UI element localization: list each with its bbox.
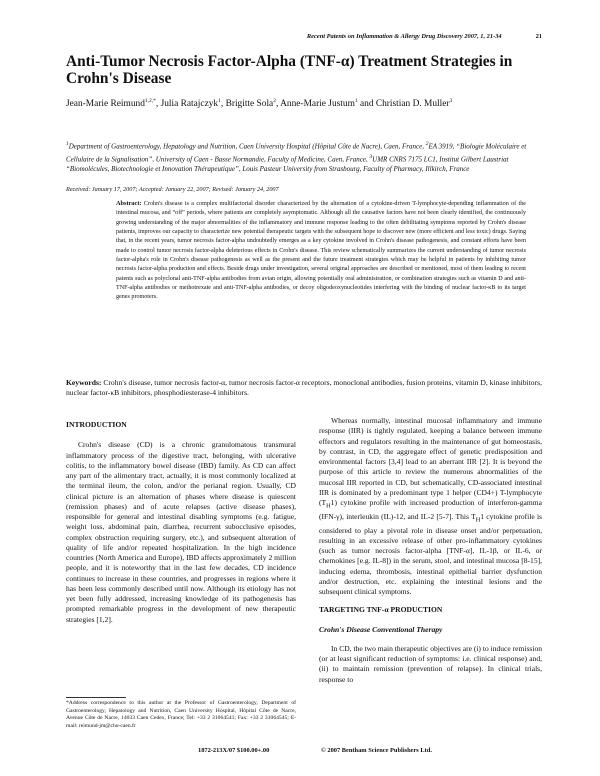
author-affil-mark: 3	[449, 98, 453, 104]
author-name: and Christian D. Muller	[357, 99, 450, 110]
section-heading-introduction: INTRODUCTION	[66, 420, 127, 429]
page-number: 21	[535, 33, 542, 40]
author-affil-mark: 1,2,	[144, 98, 154, 104]
abstract-label: Abstract:	[116, 200, 142, 207]
body-text: 1) cytokine profile with increased production of interferon-gamma (IFN-γ), interleukin (IL)-12, and IL-2 [5-7]. This T	[319, 498, 542, 521]
author-name: , Julia Ratajczyk	[155, 99, 219, 110]
affiliation-text: UMR CNRS 7175 LC1, Institut Gilbert Laustriat “Biomolécules, Biotechnologie et Innovation Thérapeutique”, Louis Pasteur University from Strasbourg, Faculty of Pharmacy, Illkirch, France	[66, 154, 509, 174]
author-affil-mark: 2	[273, 98, 276, 104]
keywords-text: Crohn's disease, tumor necrosis factor-α, tumor necrosis factor-α receptors, monoclonal antibodies, fusion proteins, vitamin D, kinase inhibitors, nuclear factor-κB inhibitors, phosphodiesterase-4 inhibitors.	[66, 378, 542, 398]
subsection-heading: Crohn's Disease Conventional Therapy	[319, 624, 443, 634]
body-text: Whereas normally, intestinal mucosal inflammatory and immune response (IIR) is tightly regulated, keeping a balance between immune effectors and regulators resulting in the maintenance of gut homeostasis, by contrast, in CD, the aggregate effect of genetic predisposition and environmental factors [3,4] lead to an aberrant IIR [2]. It is beyond the purpose of this article to review the numerous abnormalities of the mucosal IIR reported in CD, but schematically, CD-associated intestinal IIR is dominated by a predominant type 1 helper (CD4+) T-lymphocyte (T	[319, 416, 542, 507]
section-heading-targeting: TARGETING TNF-α PRODUCTION	[319, 605, 443, 615]
right-column	[319, 416, 542, 685]
abstract-text: Crohn's disease is a complex multifactorial disorder characterized by the alternation of a cytokine-driven T-lymphocyte-depending inflammation of the intestinal mucosa, and “off” periods, where patients are completely asymptomatic. Although all the causative factors have not been clearly identified, the continuously growing understanding of the major abnormalities of the inflammatory and immune response leading to the often debilitating symptoms reported by Crohn's disease patients, improves our capacity to characterize new potential therapeutic targets with the subsequent hope to discover new (more efficient and less toxic) drugs. Saying that, in the recent years, tumor necrosis factor-alpha undoubtedly emerges as a key cytokine involved in Crohn's disease pathogenesis, and constant efforts have been made to control tumor necrosis factor-alpha deleterious effects in Crohn's disease. This review schematically summarizes the current understanding of tumor necrosis factor-alpha's role in Crohn's disease pathogenesis as well as the present and the future treatment strategies which may be helpful in patients by inhibiting tumor necrosis factor-alpha production and effects. Beside drugs under investigation, several original approaches are described or mentioned, most of them leading to recent patents such as polyclonal anti-TNF-alpha antibodies from avian origin, allowing potentially oral administration, or combination strategies such as vitamin D and anti-TNF-alpha antibodies or methotrexate and anti-TNF-alpha antibodies, or decoy oligodeoxynucleotides interfering with the binding of nuclear factor-κB to its target genes promoters.	[116, 201, 526, 301]
left-column	[66, 416, 296, 625]
running-head	[66, 33, 542, 40]
affiliation-text: EA 3919, “Biologie Moléculaire et Cellulaire de la Signalisation”, University of Caen - Basse Normandie, Faculty of Medicine, Caen, France,	[66, 142, 527, 163]
author-name: , Brigitte Sola	[220, 99, 274, 110]
publication-dates: Received: January 17, 2007; Accepted: January 22, 2007; Revised: January 24, 2007	[66, 186, 279, 193]
body-text: 1 cytokine profile is considered to play a pivotal role in disease onset and/or perpetuation, resulting in an excessive release of other pro-inflammatory cytokines (such as tumor necrosis factor-alpha [TNF-α], IL-1β, or IL-6, or chemokines [e.g. IL-8]) in the serum, stool, and intestinal mucosa [8-15], inducing edema, thrombosis, intestinal epithelial barrier dysfunction and/or destruction, etc. explaining the intestinal lesions and the subsequent clinical symptoms.	[319, 511, 542, 596]
abstract	[116, 199, 526, 303]
intro-paragraph: Crohn's disease (CD) is a chronic granulomatous transmural inflammatory process of the digestive tract, belonging, with ulcerative colitis, to the inflammatory bowel disease (IBD) family. As CD can affect any part of the alimentary tract, actually, it is most commonly localized at the terminal ileum, the colon, and/or the perianal region. Usually, CD clinical picture is an alternation of phases where disease is quiescent (remission phases) and of acute relapses (active disease phases), responsible for general and intestinal disabling symptoms (e.g. fatigue, weight loss, abdominal pain, diarrhea, recurrent subocclusive episodes, complex obstruction requiring surgery, etc.), and subsequent alteration of quality of life and/or repeated hospitalization. In the high incidence countries (North America and Europe), IBD affects approximately 2 million people, and it is noteworthy that in the last few decades, CD incidence continues to increase in these countries, and progresses in regions where it has been less commonly described until now. Although its etiology has not yet been fully addressed, increasing knowledge of its pathogenesis has prompted remarkable progress in the development of new therapeutic strategies [1,2].	[66, 440, 296, 624]
keywords	[66, 378, 542, 398]
journal-citation: Recent Patents on Inflammation & Allergy Drug Discovery 2007, 1, 21-34	[306, 33, 502, 40]
affiliations	[66, 139, 542, 174]
correspondence-footnote: *Address correspondence to this author at the Professor of Gastroenterology, Department of Gastroenterology, Hepatology and Nutrition, Caen University Hospital, Hôpital Côte de Nacre, Avenue Côte de Nacre, 14033 Caen Cedex, France; Tel: +33 2 31064541; Fax: +33 2 31064545; E-mail: reimund-jm@chu-caen.fr	[66, 700, 296, 729]
author-list	[66, 96, 542, 110]
corresponding-mark: *	[153, 98, 156, 104]
author-affil-mark: 1	[354, 98, 358, 104]
copyright: © 2007 Bentham Science Publishers Ltd.	[321, 747, 432, 754]
affil-mark: 3	[369, 153, 373, 160]
footnote-divider	[66, 697, 126, 698]
body-paragraph	[319, 416, 542, 597]
keywords-label: Keywords:	[66, 378, 102, 387]
subscript: H	[475, 516, 481, 524]
affil-mark: 2	[425, 141, 429, 147]
affil-mark: 1	[66, 141, 69, 147]
author-affil-mark: 1	[218, 98, 221, 104]
affiliation-text: Department of Gastroenterology, Hepatology and Nutrition, Caen University Hospital (Hôpital Côte de Nacre), Caen, France,	[68, 142, 426, 151]
issn-price: 1872-213X/07 $100.00+.00	[198, 747, 270, 754]
subscript: H	[326, 502, 331, 510]
article-title: Anti-Tumor Necrosis Factor-Alpha (TNF-α) Treatment Strategies in Crohn's Disease	[66, 53, 513, 87]
body-paragraph: In CD, the two main therapeutic objectives are (i) to induce remission (or at least significant reduction of symptoms: i.e. clinical response) and, (ii) to maintain remission (prevention of relapse). In clinical trials, response to	[319, 643, 542, 684]
author-name: , Anne-Marie Justum	[275, 99, 355, 110]
author-name: Jean-Marie Reimund	[66, 99, 145, 110]
